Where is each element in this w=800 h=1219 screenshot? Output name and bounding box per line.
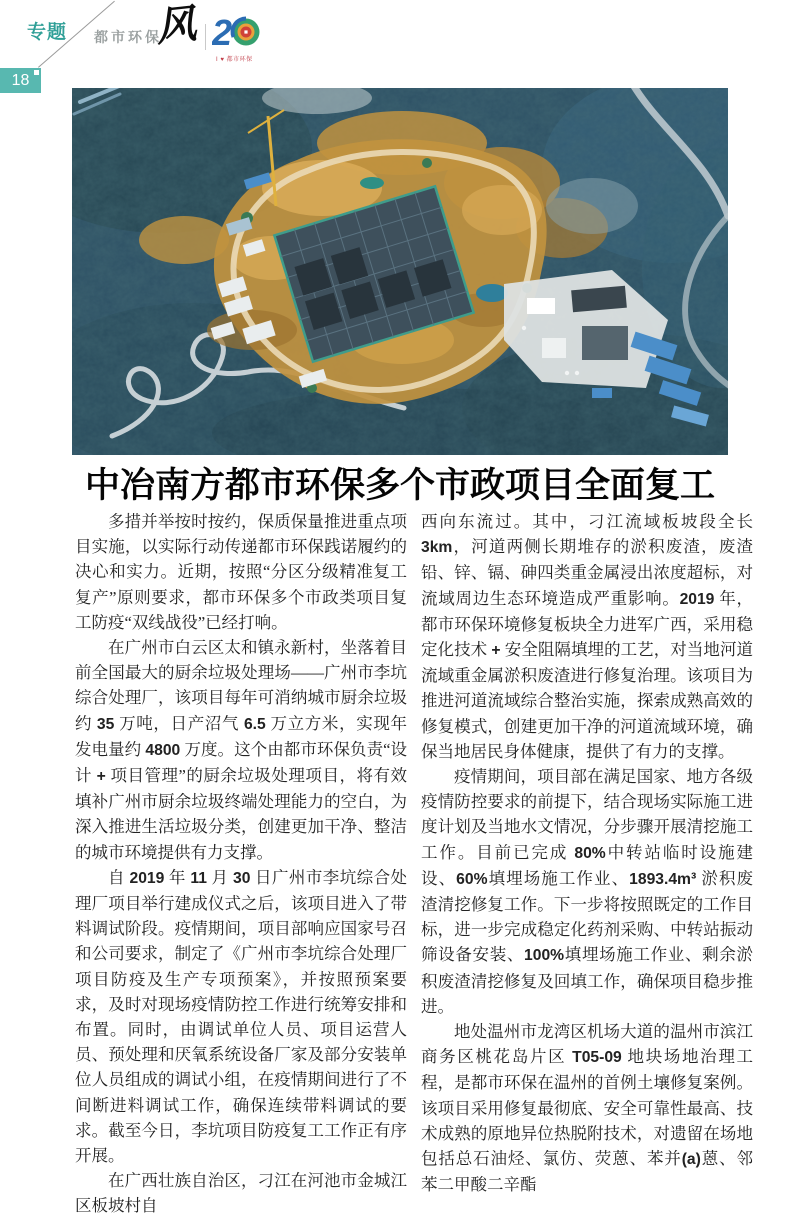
anniversary-digit-two: 2 xyxy=(212,13,233,53)
anniversary-20-logo xyxy=(212,13,262,58)
section-label: 专题 xyxy=(27,22,68,43)
paragraph: 在广州市白云区太和镇永新村，坐落着目前全国最大的厨余垃圾处理场——广州市李坑综合处理厂，该项目每年可消纳城市厨余垃圾约 35 万吨，日产沼气 6.5 万立方米，实现年发电量约 4800 万度。这个由都市环保负责“设计 + 项目管理”的厨余垃圾处理项目，将有效填补广州市厨余垃圾终端处理能力的空白，为深入推进生活垃圾分类，创建更加干净、整洁的城市环境提供有力支撑。 xyxy=(75,638,408,862)
paragraph: 自 2019 年 11 月 30 日广州市李坑综合处理厂项目举行建成仪式之后，该项目进入了带料调试阶段。疫情期间，项目部响应国家号召和公司要求，制定了《广州市李坑综合处理厂项目防疫及生产专项预案》，并按照预案要求，及时对现场疫情防控工作进行统筹安排和布置。同时，由调试单位人员、项目运营人员、预处理和厌氧系统设备厂家及部分安装单位人员组成的调试小组，在疫情期间进行了不间断进料调试工作，确保连续带料调试的要求。截至今日，李坑项目防疫复工工作正有序开展。 xyxy=(75,867,408,1166)
paragraph-continuation: 西向东流过。其中，刁江流域板坡段全长 3km，河道两侧长期堆存的淤积废渣，废渣铅、锌、镉、砷四类重金属浸出浓度超标，对流域周边生态环境造成严重影响。2019 年，都市环保环境修复板块全力进军广西，采用稳定化技术 + 安全阻隔填埋的工艺，对当地河道流域重金属淤积废渣进行修复治理。该项目为推进河道流域综合整治实施，探索成熟高效的修复模式，创建更加干净的河道流域环境，确保当地居民身体健康，提供了有力的支撑。 xyxy=(421,512,754,761)
right-column xyxy=(421,509,753,1219)
aerial-construction-photo xyxy=(72,88,728,455)
brand-name: 都市环保 xyxy=(94,31,162,46)
page-number: 18 xyxy=(11,72,30,89)
paragraph: 疫情期间，项目部在满足国家、地方各级疫情防控要求的前提下，结合现场实际施工进度计划及当地水文情况，分步骤开展清挖施工工作。目前已完成 80%中转站临时设施建设、60%填埋场施工作业、1893.4m³ 淤积废渣清挖修复工作。下一步将按照既定的工作目标，进一步完成稳定化药剂采购、中转站振动筛设备安装、100%填埋场施工作业、剩余淤积废渣清挖修复及回填工作，确保项目稳步推进。 xyxy=(421,767,754,1016)
paragraph: 地处温州市龙湾区机场大道的温州市滨江商务区桃花岛片区 T05-09 地块场地治理工程，是都市环保在温州的首例土壤修复案例。该项目采用修复最彻底、安全可靠性最高、技术成熟的原地异位热脱附技术，对遗留在场地包括总石油烃、氯仿、荧蒽、苯并(a)蒽、邻苯二甲酸二辛酯 xyxy=(421,1022,754,1195)
article-headline: 中冶南方都市环保多个市政项目全面复工 xyxy=(84,466,715,505)
anniversary-digit-zero-rings xyxy=(233,19,260,46)
article-body xyxy=(75,509,753,1219)
paragraph: 在广西壮族自治区，刁江在河池市金城江区板坡村自 xyxy=(75,1171,407,1216)
anniversary-tagline: I ♥ 都市环保 xyxy=(216,57,253,63)
masthead-divider xyxy=(205,24,206,50)
brand-calligraphy-glyph: 风 xyxy=(153,1,199,50)
page-number-badge xyxy=(0,68,41,93)
paragraph: 多措并举按时按约，保质保量推进重点项目实施，以实际行动传递都市环保践诺履约的决心和实力。近期，按照“分区分级精准复工复产”原则要求，都市环保多个市政类项目复工防疫“双线战役”已经打响。 xyxy=(75,512,407,632)
left-column xyxy=(75,509,407,1219)
page-number-notch xyxy=(34,70,39,75)
